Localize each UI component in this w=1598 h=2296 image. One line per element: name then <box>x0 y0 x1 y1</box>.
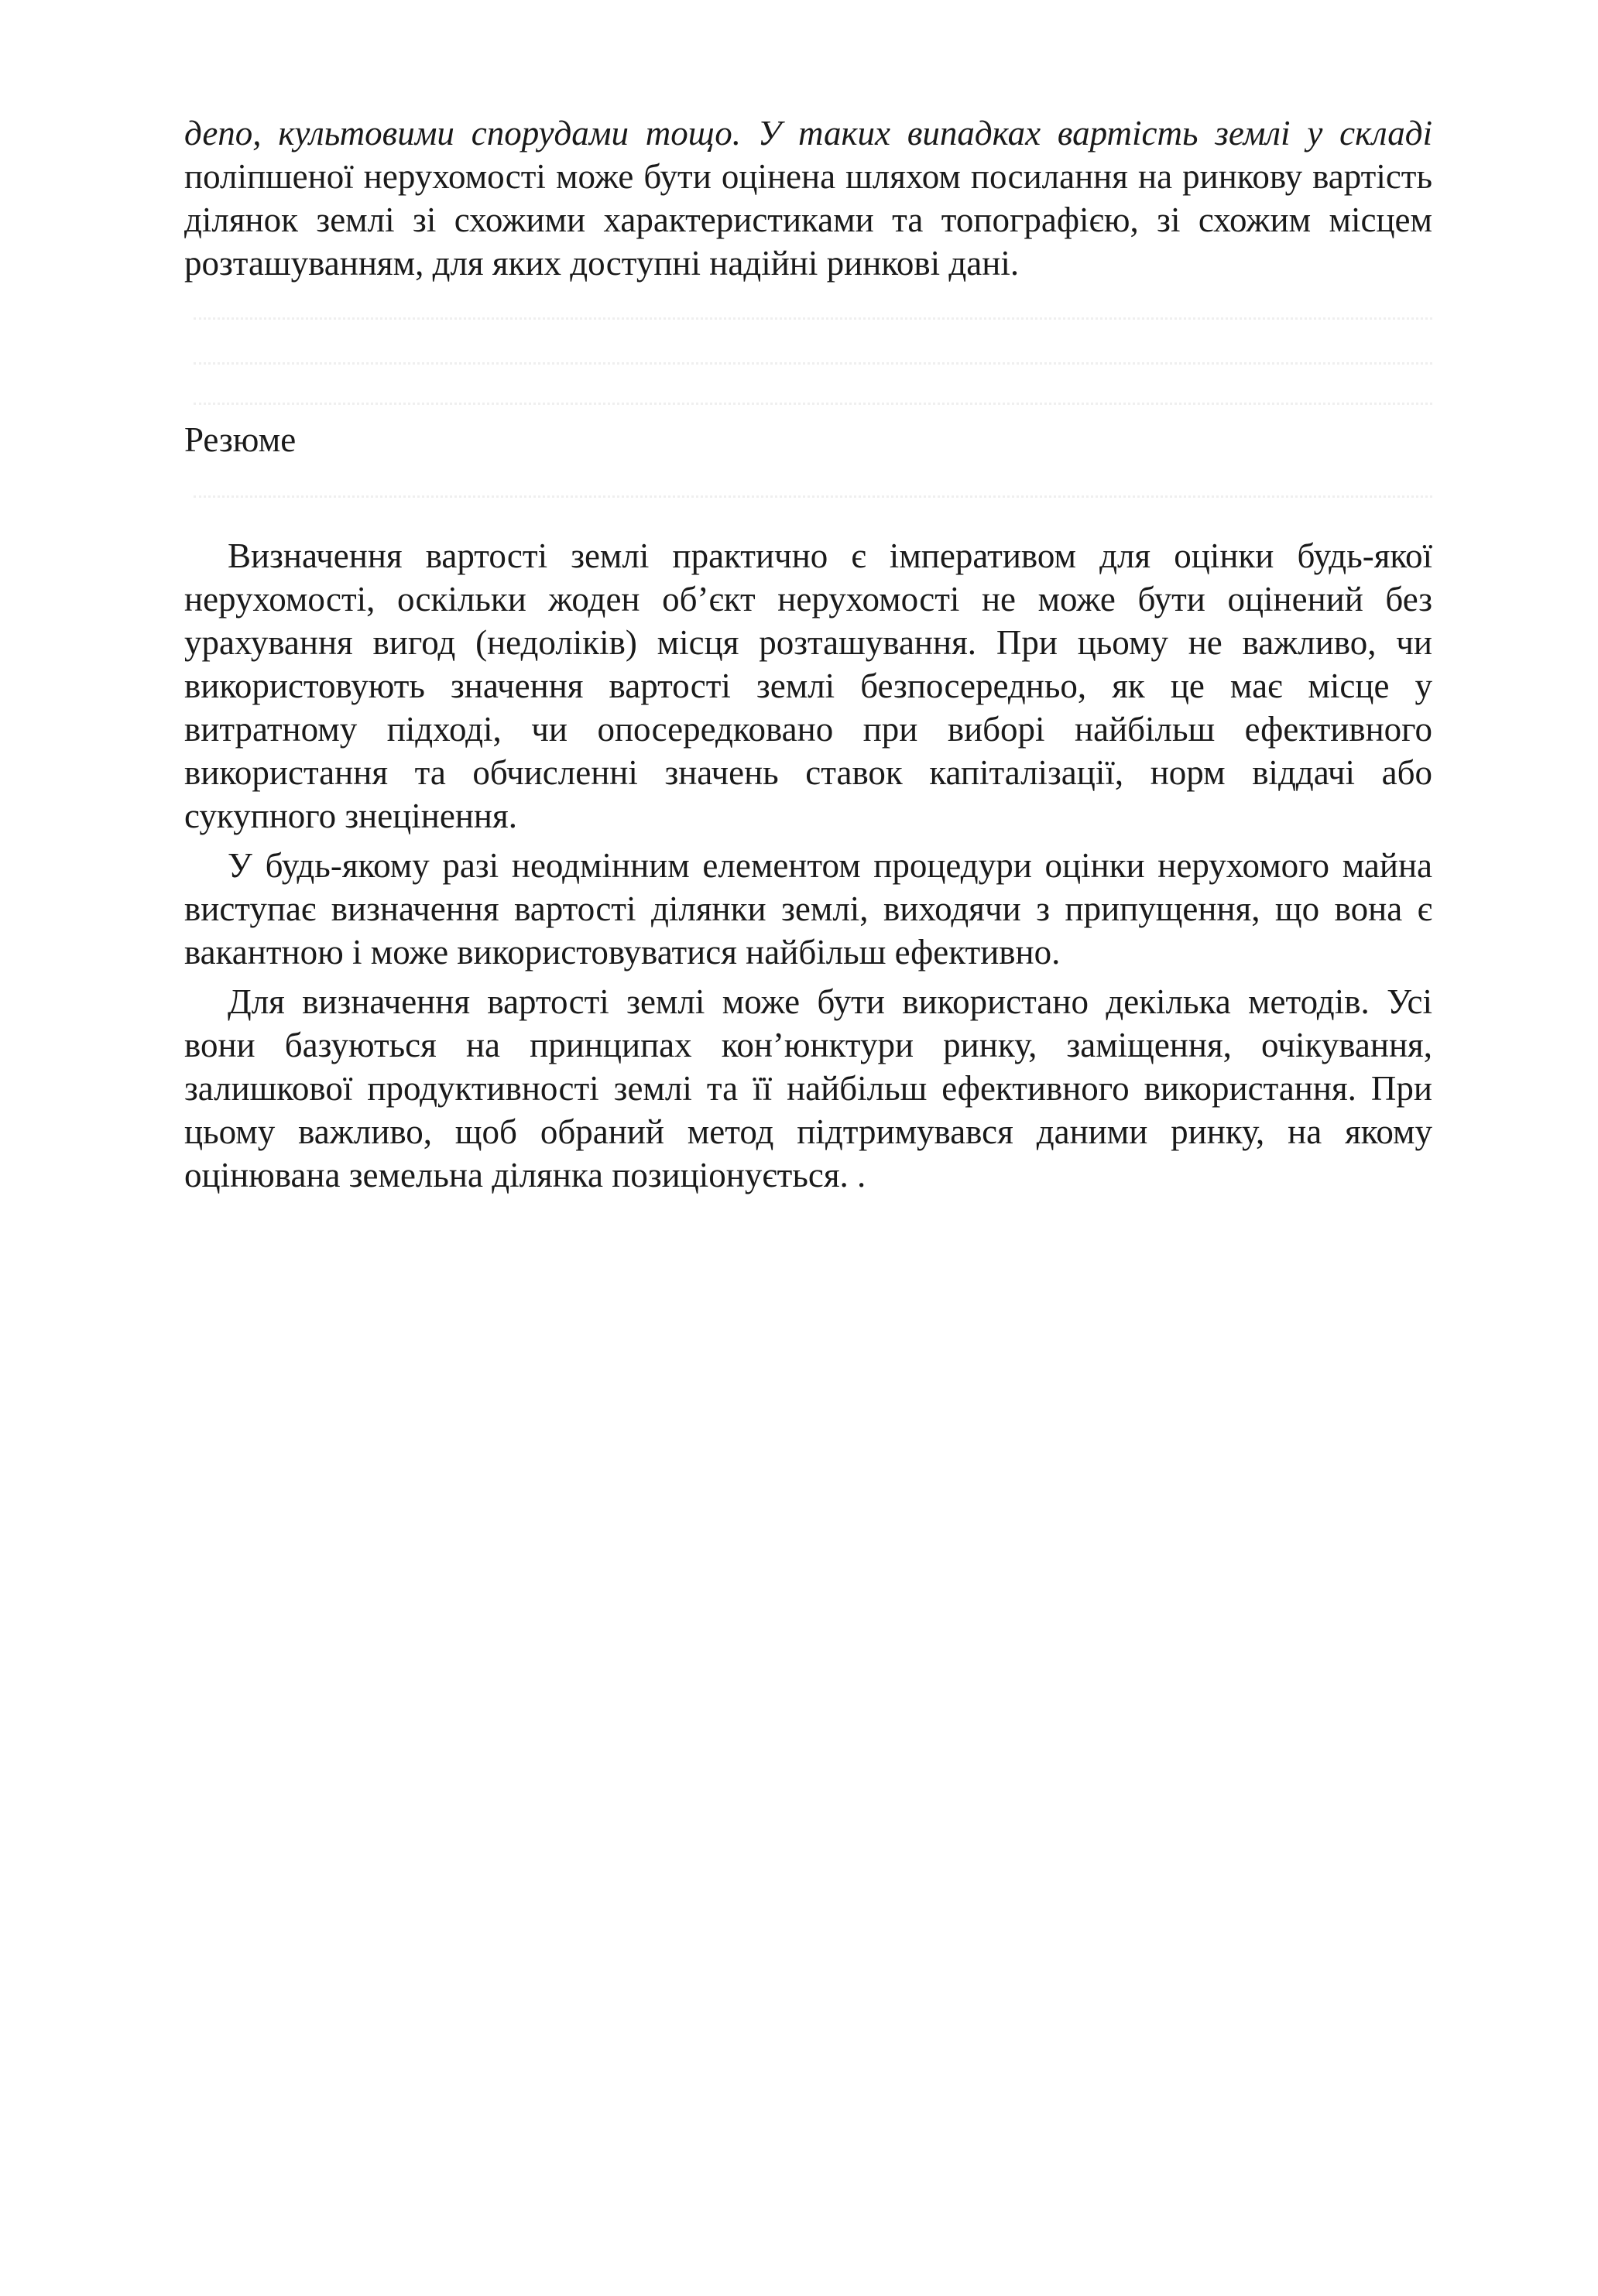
scan-artifact <box>194 317 1432 323</box>
intro-rest-text: поліпшеної нерухомості може бути оцінена шляхом посилання на ринкову вартість ділянок землі зі схожими характеристиками та топографією, зі схожим місцем розташуванням, для яких доступні надійні ринкові дані. <box>184 157 1432 283</box>
body-paragraph-1: Визначення вартості землі практично є імперативом для оцінки будь-якої нерухомості, оскільки жоден об’єкт нерухомості не може бути оцінений без урахування вигод (недоліків) місця розташування. При цьому не важливо, чи використовують значення вартості землі безпосередньо, як це має місце у витратному підході, чи опосередковано при виборі найбільш ефективного використання та обчисленні значень ставок капіталізації, норм віддачі або сукупного знецінення. <box>184 536 1432 835</box>
intro-paragraph <box>184 111 1432 285</box>
body-paragraph-3: Для визначення вартості землі може бути використано декілька методів. Усі вони базуються на принципах кон’юнктури ринку, заміщення, очікування, залишкової продуктивності землі та її найбільш ефективного використання. При цьому важливо, щоб обраний метод підтримувався даними ринку, на якому оцінювана земельна ділянка позиціонується. . <box>184 982 1432 1194</box>
body-paragraph-2: У будь-якому разі неодмінним елементом процедури оцінки нерухомого майна виступає визначення вартості ділянки землі, виходячи з припущення, що вона є вакантною і може використовуватися найбільш ефективно. <box>184 846 1432 972</box>
section-heading: Резюме <box>184 420 297 459</box>
scan-artifact <box>194 495 1432 501</box>
intro-italic-text: депо, культовими спорудами тощо. У таких випадках вартість землі у складі <box>184 114 1432 152</box>
scan-artifact <box>194 362 1432 368</box>
scan-artifact <box>194 403 1432 408</box>
